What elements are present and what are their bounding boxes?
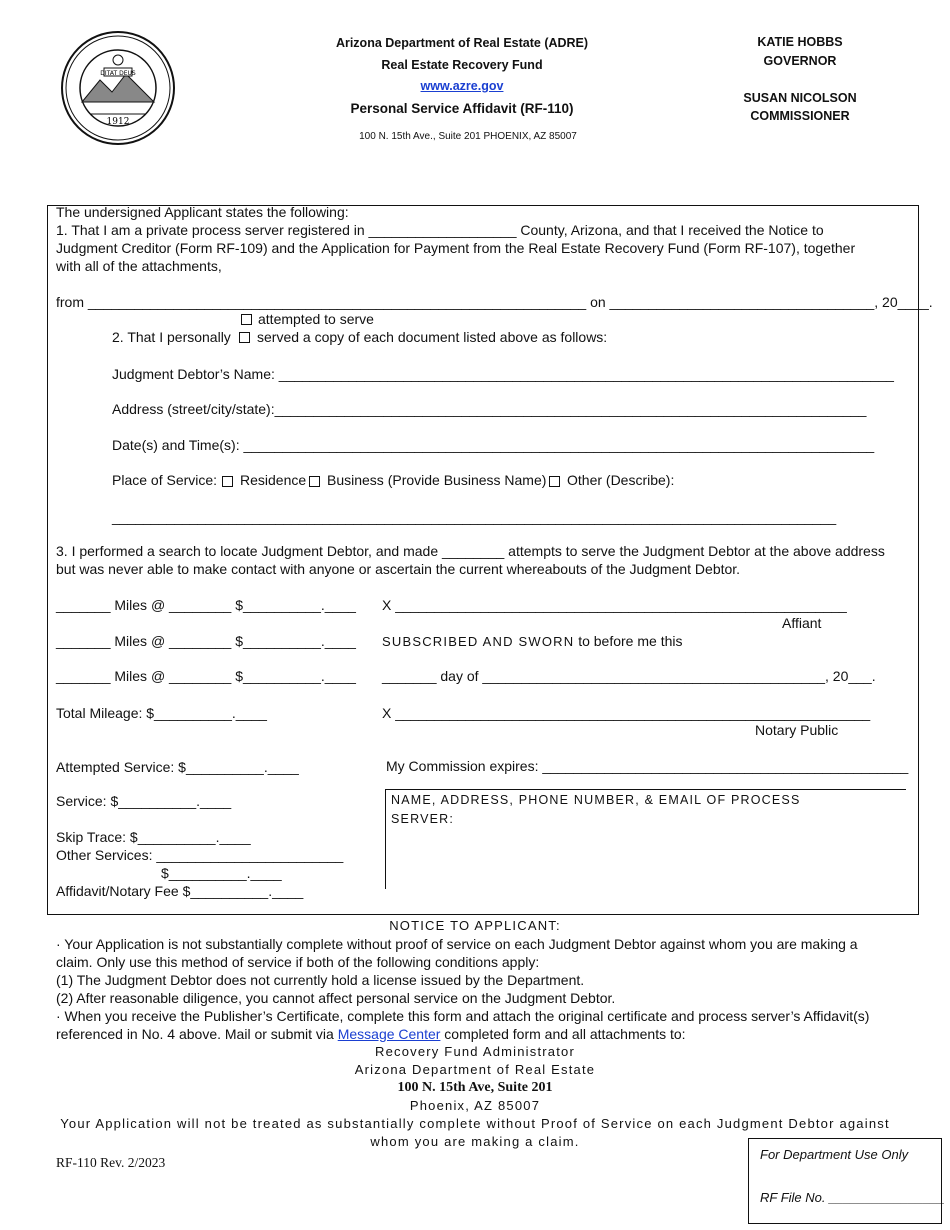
subscribed-text <box>382 633 682 649</box>
process-server-label: NAME, ADDRESS, PHONE NUMBER, & EMAIL OF PROCESS <box>391 793 801 807</box>
notice-p2b-post: completed form and all attachments to: <box>440 1026 686 1042</box>
notice-condition-2: (2) After reasonable diligence, you cannot affect personal service on the Judgment Debtor. <box>56 990 616 1006</box>
mail-address-1: Recovery Fund Administrator <box>374 1044 576 1059</box>
day-of-field[interactable]: _______ day of ____________________________________________, 20___. <box>382 668 876 684</box>
served-checkbox[interactable] <box>239 332 250 343</box>
other-checkbox[interactable] <box>549 476 560 487</box>
item1-line3: with all of the attachments, <box>56 258 222 274</box>
notice-p2b-pre: referenced in No. 4 above. Mail or submit via <box>56 1026 338 1042</box>
attempted-service-field[interactable]: Attempted Service: $__________.____ <box>56 759 299 775</box>
commissioner-name: SUSAN NICOLSON <box>743 91 857 105</box>
residence-checkbox[interactable] <box>222 476 233 487</box>
item1-line2: Judgment Creditor (Form RF-109) and the Application for Payment from the Real Estate Recovery Fund (Form RF-107), together <box>56 240 856 256</box>
svg-text:1912: 1912 <box>106 117 130 127</box>
miles-field-3[interactable]: _______ Miles @ ________ $__________.____ <box>56 668 356 684</box>
intro-text: The undersigned Applicant states the following: <box>56 204 349 220</box>
notice-p2b <box>56 1026 686 1042</box>
final-notice-2: whom you are making a claim. <box>370 1134 580 1149</box>
item3-line1: 3. I performed a search to locate Judgment Debtor, and made ________ attempts to serve the Judgment Debtor at the above address <box>56 543 885 559</box>
item1-line1: 1. That I am a private process server registered in ___________________ County, Arizona, and that I received the Notice to <box>56 222 824 238</box>
agency-name: Arizona Department of Real Estate (ADRE) <box>335 36 589 50</box>
miles-field-2[interactable]: _______ Miles @ ________ $__________.____ <box>56 633 356 649</box>
total-mileage-field[interactable]: Total Mileage: $__________.____ <box>56 705 267 721</box>
residence-label: Residence <box>240 472 307 488</box>
business-checkbox[interactable] <box>309 476 320 487</box>
attempted-checkbox[interactable] <box>241 314 252 325</box>
state-seal <box>60 30 176 146</box>
service-field[interactable]: Service: $__________.____ <box>56 793 232 809</box>
place-of-service-label: Place of Service: <box>112 472 218 488</box>
from-on-date-field[interactable]: from ________________________________________________________________ on __________________________________, 20____. <box>56 294 933 310</box>
other-services-field[interactable]: Other Services: ________________________ <box>56 847 344 863</box>
mail-address-4: Phoenix, AZ 85007 <box>409 1098 541 1113</box>
notary-signature-field[interactable]: X _____________________________________________________________ <box>382 705 871 721</box>
affiant-signature-field[interactable]: X __________________________________________________________ <box>382 597 847 613</box>
governor-title: GOVERNOR <box>763 54 837 68</box>
rf-file-number-field[interactable]: RF File No. ________________ <box>760 1190 945 1205</box>
miles-field-1[interactable]: _______ Miles @ ________ $__________.____ <box>56 597 356 613</box>
date-time-field[interactable]: Date(s) and Time(s): _________________________________________________________________________________ <box>112 437 875 453</box>
notice-title: NOTICE TO APPLICANT: <box>389 918 561 933</box>
notary-public-label: Notary Public <box>755 722 839 738</box>
skip-trace-field[interactable]: Skip Trace: $__________.____ <box>56 829 251 845</box>
notice-p2a: · When you receive the Publisher’s Certificate, complete this form and attach the original certificate and process server’s Affidavit(s) <box>56 1008 870 1024</box>
fund-name: Real Estate Recovery Fund <box>381 58 543 72</box>
subscribed-caps: SUBSCRIBED AND SWORN <box>382 634 575 649</box>
item3-line2: but was never able to make contact with anyone or ascertain the current whereabouts of the Judgment Debtor. <box>56 561 741 577</box>
attempted-label: attempted to serve <box>258 311 374 327</box>
business-label: Business (Provide Business Name) <box>327 472 547 488</box>
website-link[interactable]: www.azre.gov <box>420 79 504 93</box>
debtor-name-field[interactable]: Judgment Debtor’s Name: _______________________________________________________________________________ <box>112 366 894 382</box>
item2-prefix: 2. That I personally <box>112 329 231 345</box>
commission-expires-field[interactable]: My Commission expires: _______________________________________________ <box>386 758 909 774</box>
notice-p1b: claim. Only use this method of service if both of the following conditions apply: <box>56 954 540 970</box>
final-notice-1: Your Application will not be treated as substantially complete without Proof of Service on each Judgment Debtor against <box>60 1116 890 1131</box>
affiant-label: Affiant <box>782 615 822 631</box>
message-center-link[interactable]: Message Center <box>337 1026 441 1042</box>
seal-icon <box>60 30 176 146</box>
governor-name: KATIE HOBBS <box>757 35 843 49</box>
notice-p1a: · Your Application is not substantially complete without proof of service on each Judgment Debtor against whom you are making a <box>56 936 858 952</box>
department-use-label: For Department Use Only <box>760 1147 909 1162</box>
served-label: served a copy of each document listed above as follows: <box>257 329 608 345</box>
other-services-amount-field[interactable]: $__________.____ <box>161 865 282 881</box>
header-address: 100 N. 15th Ave., Suite 201 PHOENIX, AZ 85007 <box>359 131 577 142</box>
other-label: Other (Describe): <box>567 472 675 488</box>
mail-address-2: Arizona Department of Real Estate <box>354 1062 596 1077</box>
process-server-label-2: SERVER: <box>391 812 455 826</box>
revision-label: RF-110 Rev. 2/2023 <box>56 1155 166 1170</box>
mail-address-3: 100 N. 15th Ave, Suite 201 <box>397 1080 553 1095</box>
subscribed-rest: to before me this <box>574 633 683 649</box>
describe-field[interactable]: _____________________________________________________________________________________________ <box>112 509 837 525</box>
commissioner-title: COMMISSIONER <box>750 109 850 123</box>
svg-text:DITAT DEUS: DITAT DEUS <box>100 70 136 77</box>
affidavit-fee-field[interactable]: Affidavit/Notary Fee $__________.____ <box>56 883 304 899</box>
notice-condition-1: (1) The Judgment Debtor does not currently hold a license issued by the Department. <box>56 972 585 988</box>
address-field[interactable]: Address (street/city/state):____________________________________________________________________________ <box>112 401 867 417</box>
form-title: Personal Service Affidavit (RF-110) <box>350 101 574 116</box>
